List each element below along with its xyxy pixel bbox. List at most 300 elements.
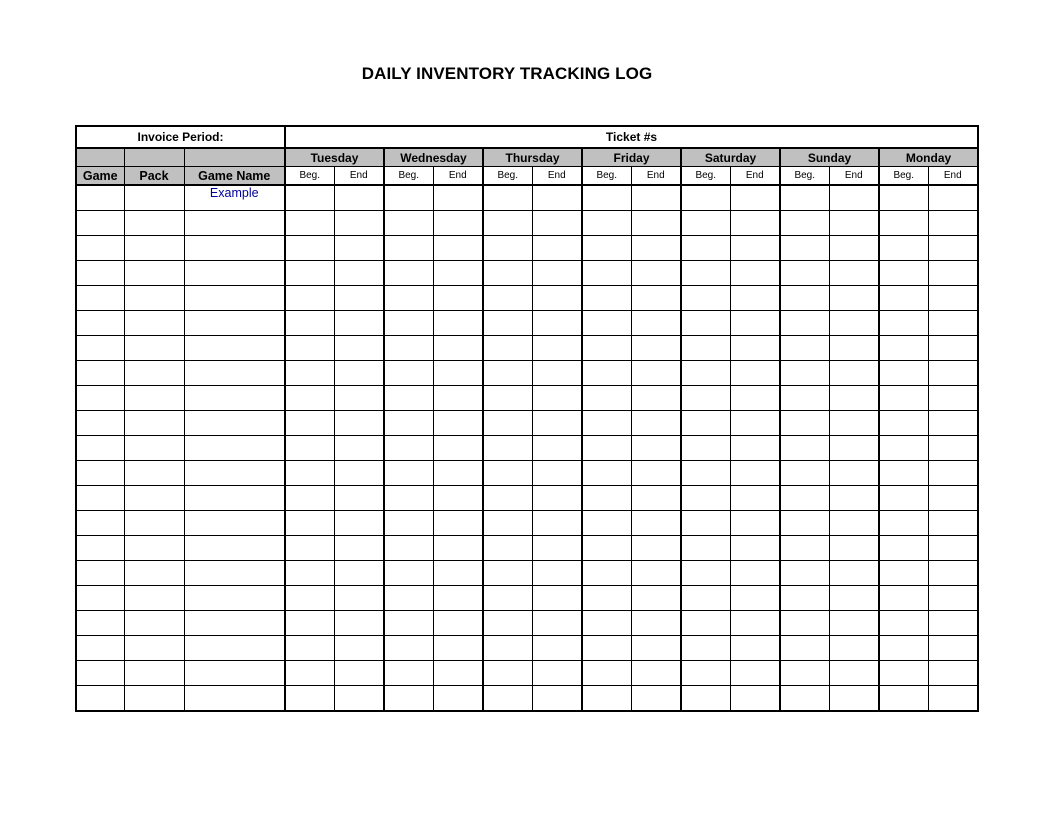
- beg-cell-thursday[interactable]: [483, 486, 532, 511]
- beg-cell-friday[interactable]: [582, 261, 631, 286]
- end-cell-friday[interactable]: [631, 461, 681, 486]
- beg-cell-sunday[interactable]: [780, 536, 829, 561]
- pack-cell[interactable]: [124, 236, 184, 261]
- end-cell-friday[interactable]: [631, 486, 681, 511]
- beg-cell-wednesday[interactable]: [384, 561, 433, 586]
- end-cell-saturday[interactable]: [730, 536, 780, 561]
- end-cell-tuesday[interactable]: [334, 261, 384, 286]
- beg-cell-sunday[interactable]: [780, 185, 829, 211]
- end-cell-tuesday[interactable]: [334, 486, 384, 511]
- beg-cell-friday[interactable]: [582, 461, 631, 486]
- end-cell-sunday[interactable]: [829, 286, 879, 311]
- beg-cell-thursday[interactable]: [483, 436, 532, 461]
- game-name-cell[interactable]: [184, 611, 285, 636]
- beg-cell-tuesday[interactable]: [285, 661, 334, 686]
- end-cell-friday[interactable]: [631, 686, 681, 712]
- beg-cell-friday[interactable]: [582, 486, 631, 511]
- beg-cell-thursday[interactable]: [483, 686, 532, 712]
- end-cell-wednesday[interactable]: [433, 536, 483, 561]
- end-cell-saturday[interactable]: [730, 586, 780, 611]
- end-cell-saturday[interactable]: [730, 661, 780, 686]
- end-cell-thursday[interactable]: [532, 586, 582, 611]
- end-cell-monday[interactable]: [928, 286, 978, 311]
- beg-cell-monday[interactable]: [879, 236, 928, 261]
- end-cell-monday[interactable]: [928, 536, 978, 561]
- beg-cell-monday[interactable]: [879, 286, 928, 311]
- end-cell-monday[interactable]: [928, 511, 978, 536]
- beg-cell-friday[interactable]: [582, 361, 631, 386]
- end-cell-thursday[interactable]: [532, 461, 582, 486]
- end-cell-friday[interactable]: [631, 261, 681, 286]
- game-cell[interactable]: [76, 436, 124, 461]
- end-cell-tuesday[interactable]: [334, 411, 384, 436]
- end-cell-sunday[interactable]: [829, 236, 879, 261]
- beg-cell-friday[interactable]: [582, 211, 631, 236]
- beg-cell-thursday[interactable]: [483, 286, 532, 311]
- end-cell-thursday[interactable]: [532, 411, 582, 436]
- game-name-cell[interactable]: [184, 561, 285, 586]
- end-cell-saturday[interactable]: [730, 236, 780, 261]
- end-cell-saturday[interactable]: [730, 185, 780, 211]
- end-cell-thursday[interactable]: [532, 686, 582, 712]
- end-cell-wednesday[interactable]: [433, 511, 483, 536]
- game-cell[interactable]: [76, 586, 124, 611]
- end-cell-saturday[interactable]: [730, 561, 780, 586]
- end-cell-thursday[interactable]: [532, 486, 582, 511]
- game-name-cell[interactable]: [184, 511, 285, 536]
- beg-cell-thursday[interactable]: [483, 236, 532, 261]
- pack-cell[interactable]: [124, 511, 184, 536]
- end-cell-friday[interactable]: [631, 411, 681, 436]
- end-cell-sunday[interactable]: [829, 311, 879, 336]
- beg-cell-monday[interactable]: [879, 486, 928, 511]
- pack-cell[interactable]: [124, 261, 184, 286]
- beg-cell-sunday[interactable]: [780, 411, 829, 436]
- pack-cell[interactable]: [124, 211, 184, 236]
- end-cell-thursday[interactable]: [532, 436, 582, 461]
- beg-cell-friday[interactable]: [582, 586, 631, 611]
- pack-cell[interactable]: [124, 286, 184, 311]
- game-cell[interactable]: [76, 236, 124, 261]
- end-cell-wednesday[interactable]: [433, 486, 483, 511]
- end-cell-monday[interactable]: [928, 185, 978, 211]
- beg-cell-wednesday[interactable]: [384, 211, 433, 236]
- game-name-cell[interactable]: [184, 311, 285, 336]
- beg-cell-monday[interactable]: [879, 185, 928, 211]
- beg-cell-friday[interactable]: [582, 286, 631, 311]
- end-cell-friday[interactable]: [631, 561, 681, 586]
- end-cell-monday[interactable]: [928, 411, 978, 436]
- pack-cell[interactable]: [124, 661, 184, 686]
- end-cell-wednesday[interactable]: [433, 611, 483, 636]
- end-cell-wednesday[interactable]: [433, 586, 483, 611]
- beg-cell-monday[interactable]: [879, 461, 928, 486]
- end-cell-wednesday[interactable]: [433, 211, 483, 236]
- end-cell-thursday[interactable]: [532, 211, 582, 236]
- game-cell[interactable]: [76, 286, 124, 311]
- pack-cell[interactable]: [124, 536, 184, 561]
- beg-cell-sunday[interactable]: [780, 686, 829, 712]
- beg-cell-thursday[interactable]: [483, 461, 532, 486]
- beg-cell-sunday[interactable]: [780, 311, 829, 336]
- beg-cell-thursday[interactable]: [483, 586, 532, 611]
- end-cell-thursday[interactable]: [532, 311, 582, 336]
- beg-cell-tuesday[interactable]: [285, 686, 334, 712]
- end-cell-wednesday[interactable]: [433, 361, 483, 386]
- game-name-cell[interactable]: [184, 536, 285, 561]
- end-cell-thursday[interactable]: [532, 185, 582, 211]
- end-cell-saturday[interactable]: [730, 436, 780, 461]
- beg-cell-wednesday[interactable]: [384, 661, 433, 686]
- beg-cell-monday[interactable]: [879, 586, 928, 611]
- pack-cell[interactable]: [124, 411, 184, 436]
- end-cell-thursday[interactable]: [532, 236, 582, 261]
- end-cell-thursday[interactable]: [532, 286, 582, 311]
- beg-cell-tuesday[interactable]: [285, 561, 334, 586]
- beg-cell-tuesday[interactable]: [285, 361, 334, 386]
- beg-cell-saturday[interactable]: [681, 386, 730, 411]
- beg-cell-tuesday[interactable]: [285, 261, 334, 286]
- beg-cell-sunday[interactable]: [780, 561, 829, 586]
- end-cell-friday[interactable]: [631, 511, 681, 536]
- end-cell-sunday[interactable]: [829, 336, 879, 361]
- end-cell-monday[interactable]: [928, 661, 978, 686]
- beg-cell-tuesday[interactable]: [285, 211, 334, 236]
- beg-cell-sunday[interactable]: [780, 611, 829, 636]
- end-cell-saturday[interactable]: [730, 361, 780, 386]
- beg-cell-friday[interactable]: [582, 236, 631, 261]
- end-cell-wednesday[interactable]: [433, 661, 483, 686]
- end-cell-monday[interactable]: [928, 586, 978, 611]
- end-cell-sunday[interactable]: [829, 686, 879, 712]
- end-cell-friday[interactable]: [631, 336, 681, 361]
- beg-cell-monday[interactable]: [879, 411, 928, 436]
- beg-cell-sunday[interactable]: [780, 436, 829, 461]
- game-cell[interactable]: [76, 311, 124, 336]
- end-cell-friday[interactable]: [631, 185, 681, 211]
- beg-cell-thursday[interactable]: [483, 411, 532, 436]
- end-cell-tuesday[interactable]: [334, 511, 384, 536]
- end-cell-tuesday[interactable]: [334, 336, 384, 361]
- end-cell-friday[interactable]: [631, 211, 681, 236]
- beg-cell-saturday[interactable]: [681, 286, 730, 311]
- end-cell-tuesday[interactable]: [334, 561, 384, 586]
- end-cell-thursday[interactable]: [532, 361, 582, 386]
- game-cell[interactable]: [76, 636, 124, 661]
- beg-cell-monday[interactable]: [879, 611, 928, 636]
- end-cell-monday[interactable]: [928, 311, 978, 336]
- beg-cell-friday[interactable]: [582, 636, 631, 661]
- beg-cell-sunday[interactable]: [780, 261, 829, 286]
- beg-cell-monday[interactable]: [879, 361, 928, 386]
- beg-cell-wednesday[interactable]: [384, 411, 433, 436]
- beg-cell-monday[interactable]: [879, 211, 928, 236]
- beg-cell-saturday[interactable]: [681, 261, 730, 286]
- end-cell-wednesday[interactable]: [433, 686, 483, 712]
- beg-cell-wednesday[interactable]: [384, 336, 433, 361]
- pack-cell[interactable]: [124, 436, 184, 461]
- beg-cell-thursday[interactable]: [483, 636, 532, 661]
- pack-cell[interactable]: [124, 361, 184, 386]
- end-cell-wednesday[interactable]: [433, 185, 483, 211]
- end-cell-sunday[interactable]: [829, 561, 879, 586]
- beg-cell-monday[interactable]: [879, 436, 928, 461]
- end-cell-saturday[interactable]: [730, 261, 780, 286]
- beg-cell-thursday[interactable]: [483, 386, 532, 411]
- beg-cell-monday[interactable]: [879, 511, 928, 536]
- beg-cell-friday[interactable]: [582, 611, 631, 636]
- end-cell-thursday[interactable]: [532, 636, 582, 661]
- beg-cell-wednesday[interactable]: [384, 311, 433, 336]
- end-cell-monday[interactable]: [928, 561, 978, 586]
- end-cell-tuesday[interactable]: [334, 536, 384, 561]
- end-cell-tuesday[interactable]: [334, 236, 384, 261]
- end-cell-sunday[interactable]: [829, 636, 879, 661]
- beg-cell-tuesday[interactable]: [285, 436, 334, 461]
- beg-cell-sunday[interactable]: [780, 511, 829, 536]
- end-cell-sunday[interactable]: [829, 461, 879, 486]
- game-cell[interactable]: [76, 411, 124, 436]
- beg-cell-thursday[interactable]: [483, 261, 532, 286]
- end-cell-monday[interactable]: [928, 686, 978, 712]
- game-cell[interactable]: [76, 336, 124, 361]
- end-cell-sunday[interactable]: [829, 411, 879, 436]
- beg-cell-wednesday[interactable]: [384, 461, 433, 486]
- beg-cell-saturday[interactable]: [681, 611, 730, 636]
- beg-cell-saturday[interactable]: [681, 686, 730, 712]
- game-cell[interactable]: [76, 211, 124, 236]
- end-cell-thursday[interactable]: [532, 511, 582, 536]
- beg-cell-monday[interactable]: [879, 386, 928, 411]
- end-cell-tuesday[interactable]: [334, 185, 384, 211]
- game-name-cell[interactable]: [184, 286, 285, 311]
- game-cell[interactable]: [76, 686, 124, 712]
- beg-cell-tuesday[interactable]: [285, 311, 334, 336]
- beg-cell-tuesday[interactable]: [285, 236, 334, 261]
- end-cell-thursday[interactable]: [532, 661, 582, 686]
- end-cell-saturday[interactable]: [730, 636, 780, 661]
- end-cell-wednesday[interactable]: [433, 436, 483, 461]
- beg-cell-friday[interactable]: [582, 411, 631, 436]
- pack-cell[interactable]: [124, 636, 184, 661]
- end-cell-tuesday[interactable]: [334, 461, 384, 486]
- game-cell[interactable]: [76, 386, 124, 411]
- end-cell-wednesday[interactable]: [433, 311, 483, 336]
- beg-cell-tuesday[interactable]: [285, 286, 334, 311]
- beg-cell-thursday[interactable]: [483, 311, 532, 336]
- end-cell-tuesday[interactable]: [334, 586, 384, 611]
- beg-cell-sunday[interactable]: [780, 486, 829, 511]
- end-cell-wednesday[interactable]: [433, 461, 483, 486]
- beg-cell-saturday[interactable]: [681, 411, 730, 436]
- end-cell-wednesday[interactable]: [433, 411, 483, 436]
- pack-cell[interactable]: [124, 386, 184, 411]
- beg-cell-friday[interactable]: [582, 536, 631, 561]
- beg-cell-friday[interactable]: [582, 336, 631, 361]
- end-cell-wednesday[interactable]: [433, 286, 483, 311]
- end-cell-friday[interactable]: [631, 636, 681, 661]
- end-cell-thursday[interactable]: [532, 611, 582, 636]
- end-cell-wednesday[interactable]: [433, 386, 483, 411]
- beg-cell-saturday[interactable]: [681, 511, 730, 536]
- beg-cell-wednesday[interactable]: [384, 361, 433, 386]
- end-cell-tuesday[interactable]: [334, 661, 384, 686]
- beg-cell-saturday[interactable]: [681, 586, 730, 611]
- end-cell-monday[interactable]: [928, 361, 978, 386]
- pack-cell[interactable]: [124, 311, 184, 336]
- end-cell-sunday[interactable]: [829, 386, 879, 411]
- game-name-cell[interactable]: Example: [184, 185, 285, 211]
- end-cell-tuesday[interactable]: [334, 436, 384, 461]
- end-cell-saturday[interactable]: [730, 486, 780, 511]
- beg-cell-tuesday[interactable]: [285, 611, 334, 636]
- game-name-cell[interactable]: [184, 436, 285, 461]
- end-cell-monday[interactable]: [928, 636, 978, 661]
- beg-cell-sunday[interactable]: [780, 461, 829, 486]
- end-cell-tuesday[interactable]: [334, 386, 384, 411]
- end-cell-tuesday[interactable]: [334, 311, 384, 336]
- end-cell-friday[interactable]: [631, 611, 681, 636]
- end-cell-tuesday[interactable]: [334, 361, 384, 386]
- game-name-cell[interactable]: [184, 586, 285, 611]
- beg-cell-saturday[interactable]: [681, 311, 730, 336]
- end-cell-friday[interactable]: [631, 436, 681, 461]
- beg-cell-tuesday[interactable]: [285, 185, 334, 211]
- beg-cell-monday[interactable]: [879, 536, 928, 561]
- end-cell-wednesday[interactable]: [433, 636, 483, 661]
- beg-cell-saturday[interactable]: [681, 536, 730, 561]
- game-name-cell[interactable]: [184, 261, 285, 286]
- beg-cell-sunday[interactable]: [780, 586, 829, 611]
- end-cell-sunday[interactable]: [829, 361, 879, 386]
- game-cell[interactable]: [76, 361, 124, 386]
- game-name-cell[interactable]: [184, 211, 285, 236]
- end-cell-monday[interactable]: [928, 336, 978, 361]
- beg-cell-saturday[interactable]: [681, 461, 730, 486]
- beg-cell-sunday[interactable]: [780, 336, 829, 361]
- beg-cell-monday[interactable]: [879, 311, 928, 336]
- end-cell-thursday[interactable]: [532, 336, 582, 361]
- end-cell-friday[interactable]: [631, 386, 681, 411]
- beg-cell-sunday[interactable]: [780, 211, 829, 236]
- end-cell-friday[interactable]: [631, 236, 681, 261]
- beg-cell-wednesday[interactable]: [384, 236, 433, 261]
- beg-cell-wednesday[interactable]: [384, 636, 433, 661]
- beg-cell-thursday[interactable]: [483, 661, 532, 686]
- beg-cell-thursday[interactable]: [483, 211, 532, 236]
- game-cell[interactable]: [76, 486, 124, 511]
- beg-cell-sunday[interactable]: [780, 386, 829, 411]
- end-cell-tuesday[interactable]: [334, 211, 384, 236]
- beg-cell-tuesday[interactable]: [285, 336, 334, 361]
- beg-cell-saturday[interactable]: [681, 336, 730, 361]
- end-cell-saturday[interactable]: [730, 211, 780, 236]
- beg-cell-tuesday[interactable]: [285, 411, 334, 436]
- beg-cell-sunday[interactable]: [780, 236, 829, 261]
- beg-cell-tuesday[interactable]: [285, 486, 334, 511]
- beg-cell-friday[interactable]: [582, 185, 631, 211]
- game-name-cell[interactable]: [184, 236, 285, 261]
- game-cell[interactable]: [76, 461, 124, 486]
- beg-cell-sunday[interactable]: [780, 661, 829, 686]
- beg-cell-saturday[interactable]: [681, 486, 730, 511]
- end-cell-thursday[interactable]: [532, 536, 582, 561]
- end-cell-monday[interactable]: [928, 486, 978, 511]
- beg-cell-friday[interactable]: [582, 386, 631, 411]
- beg-cell-saturday[interactable]: [681, 211, 730, 236]
- end-cell-monday[interactable]: [928, 611, 978, 636]
- end-cell-sunday[interactable]: [829, 185, 879, 211]
- end-cell-tuesday[interactable]: [334, 611, 384, 636]
- game-cell[interactable]: [76, 661, 124, 686]
- ticket-numbers-label[interactable]: Ticket #s: [285, 126, 978, 148]
- game-name-cell[interactable]: [184, 486, 285, 511]
- beg-cell-wednesday[interactable]: [384, 611, 433, 636]
- beg-cell-wednesday[interactable]: [384, 536, 433, 561]
- beg-cell-friday[interactable]: [582, 561, 631, 586]
- end-cell-monday[interactable]: [928, 211, 978, 236]
- beg-cell-wednesday[interactable]: [384, 261, 433, 286]
- game-cell[interactable]: [76, 261, 124, 286]
- game-name-cell[interactable]: [184, 336, 285, 361]
- game-cell[interactable]: [76, 511, 124, 536]
- beg-cell-tuesday[interactable]: [285, 511, 334, 536]
- beg-cell-friday[interactable]: [582, 436, 631, 461]
- end-cell-sunday[interactable]: [829, 511, 879, 536]
- end-cell-monday[interactable]: [928, 386, 978, 411]
- beg-cell-thursday[interactable]: [483, 561, 532, 586]
- end-cell-thursday[interactable]: [532, 386, 582, 411]
- beg-cell-wednesday[interactable]: [384, 185, 433, 211]
- beg-cell-saturday[interactable]: [681, 661, 730, 686]
- end-cell-saturday[interactable]: [730, 461, 780, 486]
- end-cell-saturday[interactable]: [730, 611, 780, 636]
- beg-cell-saturday[interactable]: [681, 361, 730, 386]
- game-name-cell[interactable]: [184, 461, 285, 486]
- end-cell-wednesday[interactable]: [433, 236, 483, 261]
- end-cell-saturday[interactable]: [730, 311, 780, 336]
- game-cell[interactable]: [76, 561, 124, 586]
- beg-cell-wednesday[interactable]: [384, 436, 433, 461]
- pack-cell[interactable]: [124, 561, 184, 586]
- end-cell-saturday[interactable]: [730, 411, 780, 436]
- end-cell-monday[interactable]: [928, 261, 978, 286]
- end-cell-friday[interactable]: [631, 361, 681, 386]
- game-name-cell[interactable]: [184, 686, 285, 712]
- beg-cell-friday[interactable]: [582, 311, 631, 336]
- end-cell-thursday[interactable]: [532, 261, 582, 286]
- beg-cell-wednesday[interactable]: [384, 286, 433, 311]
- end-cell-thursday[interactable]: [532, 561, 582, 586]
- beg-cell-tuesday[interactable]: [285, 536, 334, 561]
- end-cell-wednesday[interactable]: [433, 336, 483, 361]
- pack-cell[interactable]: [124, 185, 184, 211]
- beg-cell-tuesday[interactable]: [285, 461, 334, 486]
- game-name-cell[interactable]: [184, 636, 285, 661]
- beg-cell-thursday[interactable]: [483, 511, 532, 536]
- end-cell-sunday[interactable]: [829, 536, 879, 561]
- beg-cell-wednesday[interactable]: [384, 686, 433, 712]
- beg-cell-thursday[interactable]: [483, 185, 532, 211]
- beg-cell-saturday[interactable]: [681, 636, 730, 661]
- end-cell-saturday[interactable]: [730, 286, 780, 311]
- game-cell[interactable]: [76, 611, 124, 636]
- end-cell-monday[interactable]: [928, 461, 978, 486]
- end-cell-friday[interactable]: [631, 311, 681, 336]
- game-cell[interactable]: [76, 536, 124, 561]
- end-cell-tuesday[interactable]: [334, 636, 384, 661]
- end-cell-saturday[interactable]: [730, 336, 780, 361]
